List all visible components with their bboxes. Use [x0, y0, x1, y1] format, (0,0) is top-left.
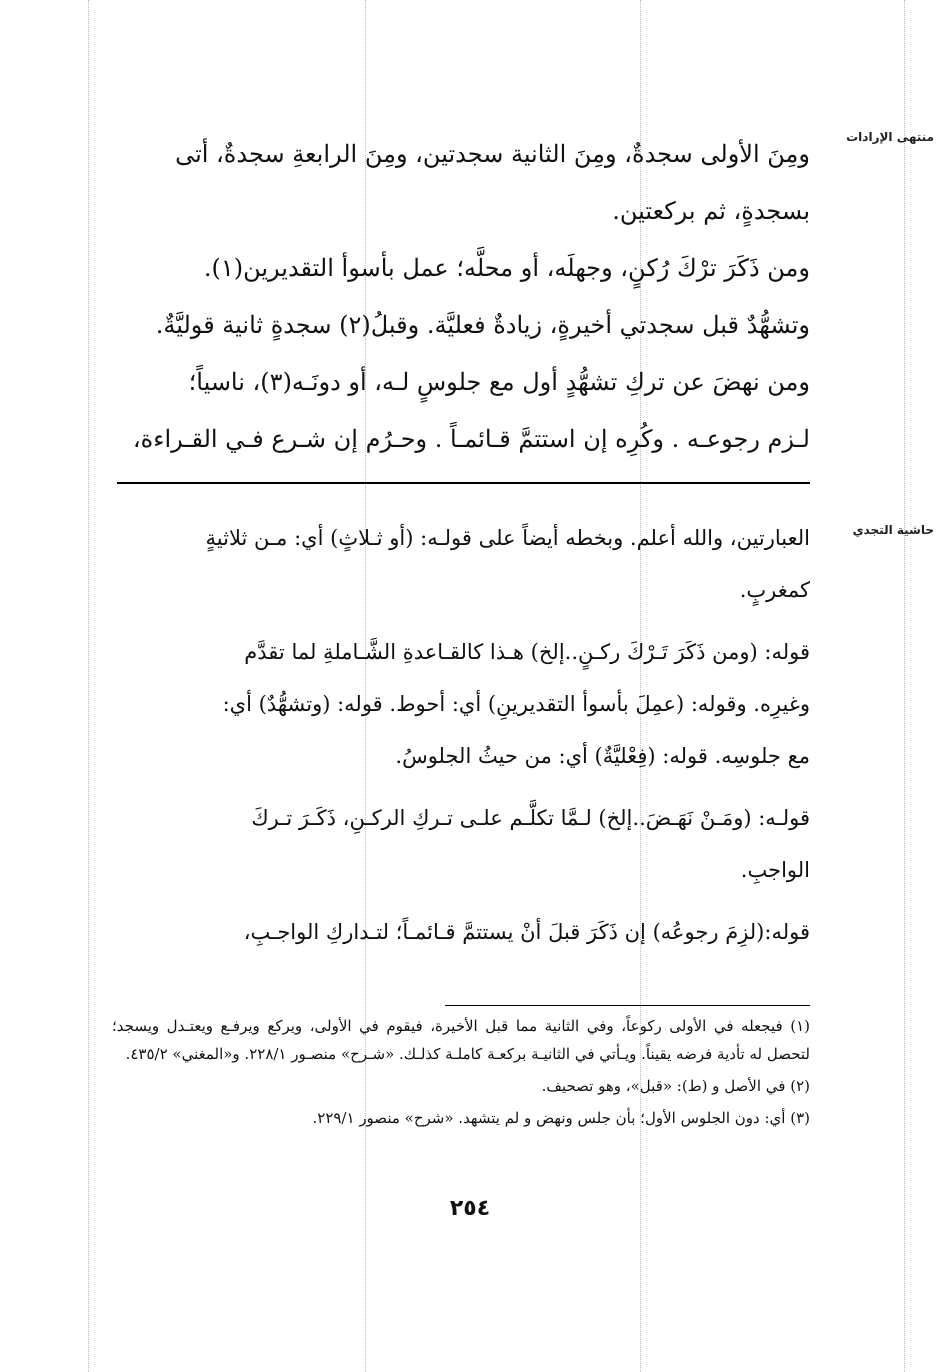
- side-label-commentary: حاشية التجدي: [852, 523, 934, 537]
- section-divider: [117, 482, 810, 484]
- text-line: العبارتين، والله أعلم. وبخطه أيضاً على قولـه: (أو ثـلاثٍ) أي: مـن ثلاثيةٍ: [205, 526, 810, 550]
- commentary-text: [100, 512, 810, 968]
- text-line: ومن نهضَ عن تركِ تشهُّدٍ أول مع جلوسٍ لـه، أو دونَـه(٣)، ناسياً؛: [188, 368, 810, 396]
- commentary-paragraph: [100, 512, 810, 616]
- footnotes: [112, 1012, 810, 1136]
- text-line: مع جلوسِه. قوله: (فِعْليَّةٌ) أي: من حيثُ الجلوسُ.: [395, 744, 810, 768]
- text-line: وتشهُّدٌ قبل سجدتي أخيرةٍ، زيادةٌ فعليَّة. وقبلُ(٢) سجدةٍ ثانية قوليَّةٌ.: [155, 311, 810, 339]
- side-label-main-text: منتهى الإرادات: [846, 130, 934, 144]
- text-line: بسجدةٍ، ثم بركعتين.: [612, 197, 810, 225]
- text-line: وغيرِه. وقوله: (عمِلَ بأسوأ التقديرينِ) أي: أحوط. قوله: (وتشهُّدٌ) أي:: [222, 692, 810, 716]
- main-paragraph: [100, 354, 810, 468]
- footnote: (٢) في الأصل و (ط): «قبل»، وهو تصحيف.: [541, 1077, 810, 1095]
- commentary-paragraph: [100, 792, 810, 896]
- scan-guide-line: [88, 0, 89, 1372]
- main-text: [100, 126, 810, 468]
- main-paragraph: [100, 126, 810, 240]
- text-line: كمغربٍ.: [739, 578, 810, 602]
- footnote-divider: [445, 1005, 810, 1006]
- page-number: ٢٥٤: [449, 1196, 491, 1221]
- text-line: ومِنَ الأولى سجدةٌ، ومِنَ الثانية سجدتين، ومِنَ الرابعةِ سجدةٌ، أتى: [175, 140, 810, 168]
- main-paragraph: [100, 240, 810, 354]
- scan-guide-line: [904, 0, 905, 1372]
- text-line: قوله:(لزِمَ رجوعُه) إن ذَكَرَ قبلَ أنْ يستتمَّ قـائمـاً؛ لتـداركِ الواجـبِ،: [243, 920, 810, 944]
- text-line: ومن ذَكَرَ ترْكَ رُكنٍ، وجهلَه، أو محلَّه؛ عمل بأسوأ التقديرين(١).: [203, 254, 810, 282]
- footnote: (٣) أي: دون الجلوس الأول؛ بأن جلس ونهض و لم يتشهد. «شرح» منصور ٢٢٩/١.: [312, 1109, 810, 1127]
- text-line: لـزم رجوعـه . وكُرِه إن استتمَّ قـائمـاً . وحـرُم إن شـرع فـي القـراءة،: [132, 425, 810, 453]
- footnote: (١) فيجعله في الأولى ركوعاً، وفي الثانية مما قبل الأخيرة، فيقوم في الأولى، ويركع ويرفـع ويعتـدل ويسجد؛ لتحصل له تأدية فرضه يقيناً. ويـأتي في الثانيـة بركعـة كاملـة كذلـك. «شـرح» منصـور ٢٢٨/١. و«المغني» ٤٣٥/٢.: [112, 1017, 810, 1063]
- commentary-paragraph: [100, 906, 810, 958]
- commentary-paragraph: [100, 626, 810, 782]
- text-line: قوله: (ومن ذَكَرَ تَـرْكَ ركـنٍ..إلخ) هـذا كالقـاعدةِ الشَّـاملةِ لما تقدَّم: [244, 640, 810, 664]
- text-line: الواجبِ.: [740, 858, 810, 882]
- text-line: قولـه: (ومَـنْ نَهَـضَ..إلخ) لـمَّا تكلَّـم علـى تـركِ الركـنِ، ذَكَـرَ تـركَ: [251, 806, 810, 830]
